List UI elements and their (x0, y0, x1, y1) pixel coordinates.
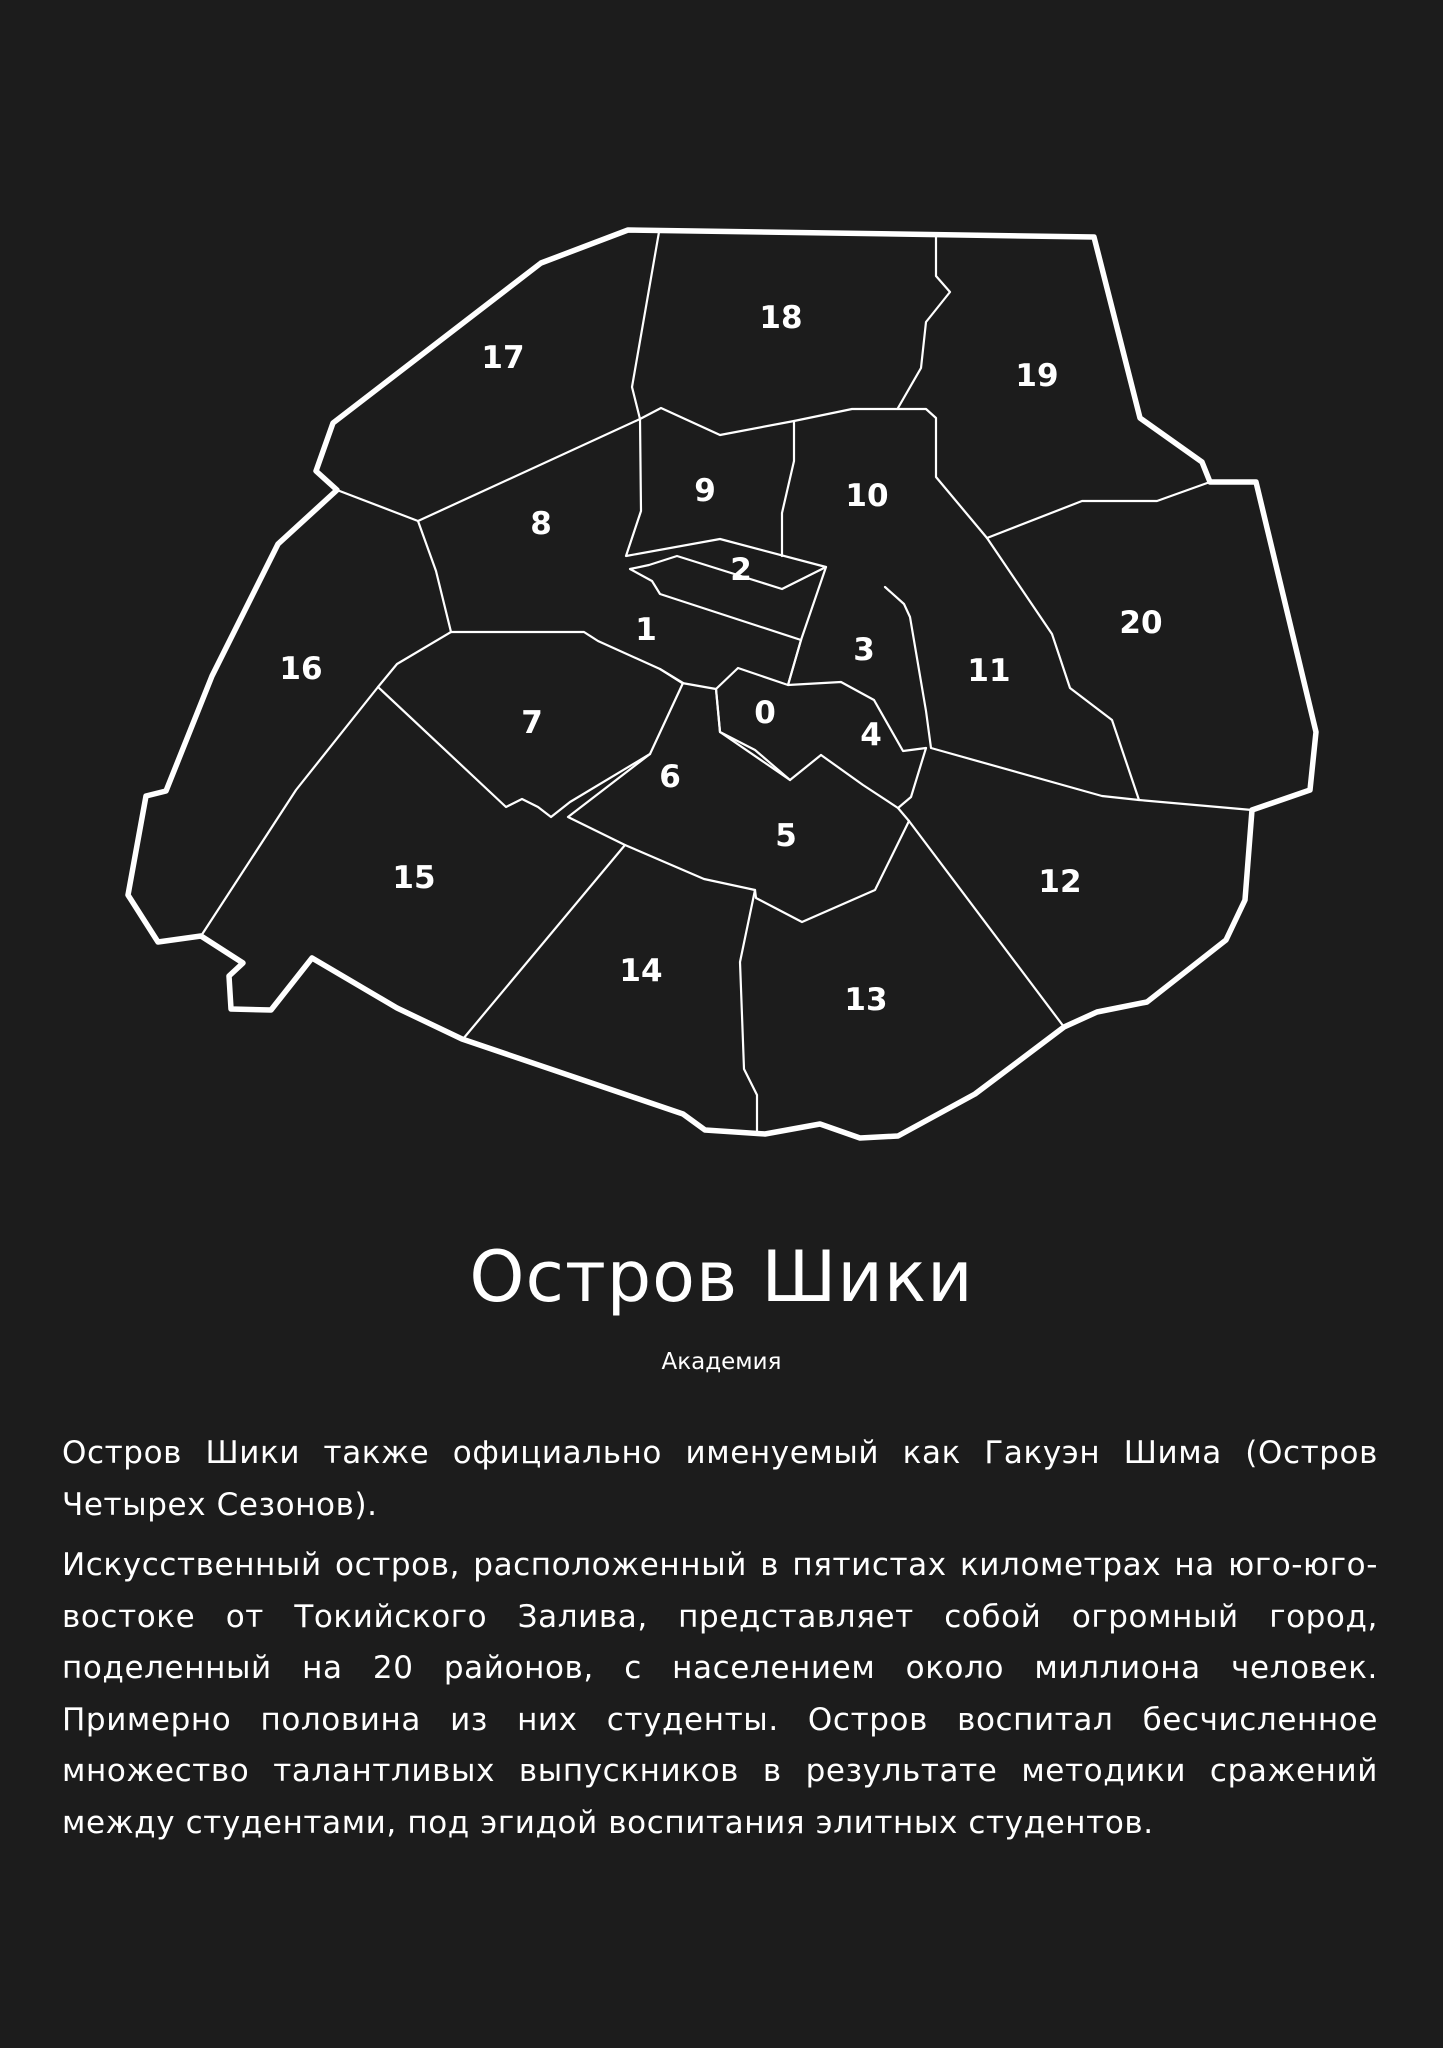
district-label-14[interactable]: 14 (619, 953, 663, 989)
district-label-3[interactable]: 3 (853, 632, 875, 668)
district-label-16[interactable]: 16 (279, 651, 323, 687)
district-label-0[interactable]: 0 (754, 695, 776, 731)
district-label-13[interactable]: 13 (844, 982, 888, 1018)
district-label-12[interactable]: 12 (1038, 864, 1082, 900)
district-label-2[interactable]: 2 (730, 552, 752, 588)
district-label-9[interactable]: 9 (694, 473, 716, 509)
district-label-19[interactable]: 19 (1015, 358, 1059, 394)
district-label-17[interactable]: 17 (481, 340, 525, 376)
description (62, 1428, 1378, 1858)
district-boundaries (201, 232, 1252, 1131)
page-title: Остров Шики (469, 1236, 974, 1318)
district-label-1[interactable]: 1 (635, 612, 657, 648)
district-label-4[interactable]: 4 (860, 717, 882, 753)
district-label-10[interactable]: 10 (845, 478, 889, 514)
district-label-20[interactable]: 20 (1119, 605, 1163, 641)
district-label-5[interactable]: 5 (775, 818, 797, 854)
district-label-18[interactable]: 18 (759, 300, 803, 336)
district-label-6[interactable]: 6 (659, 759, 681, 795)
district-label-7[interactable]: 7 (521, 705, 543, 741)
page-subtitle: Академия (661, 1349, 782, 1375)
district-labels (279, 300, 1162, 1018)
description-paragraph: Остров Шики также официально именуемый как Гакуэн Шима (Остров Четырех Сезонов). (62, 1435, 1378, 1523)
district-label-11[interactable]: 11 (967, 653, 1011, 689)
district-label-8[interactable]: 8 (530, 506, 552, 542)
description-paragraph: Искусственный остров, расположенный в пятистах километрах на юго-юго-востоке от Токийского Залива, представляет собой огромный город, поделенный на 20 районов, с населением около миллиона человек. Примерно половина из них студенты. Остров воспитал бесчисленное множество талантливых выпускников в результате методики сражений между студентами, под эгидой воспитания элитных студентов. (62, 1547, 1378, 1841)
district-label-15[interactable]: 15 (392, 860, 436, 896)
